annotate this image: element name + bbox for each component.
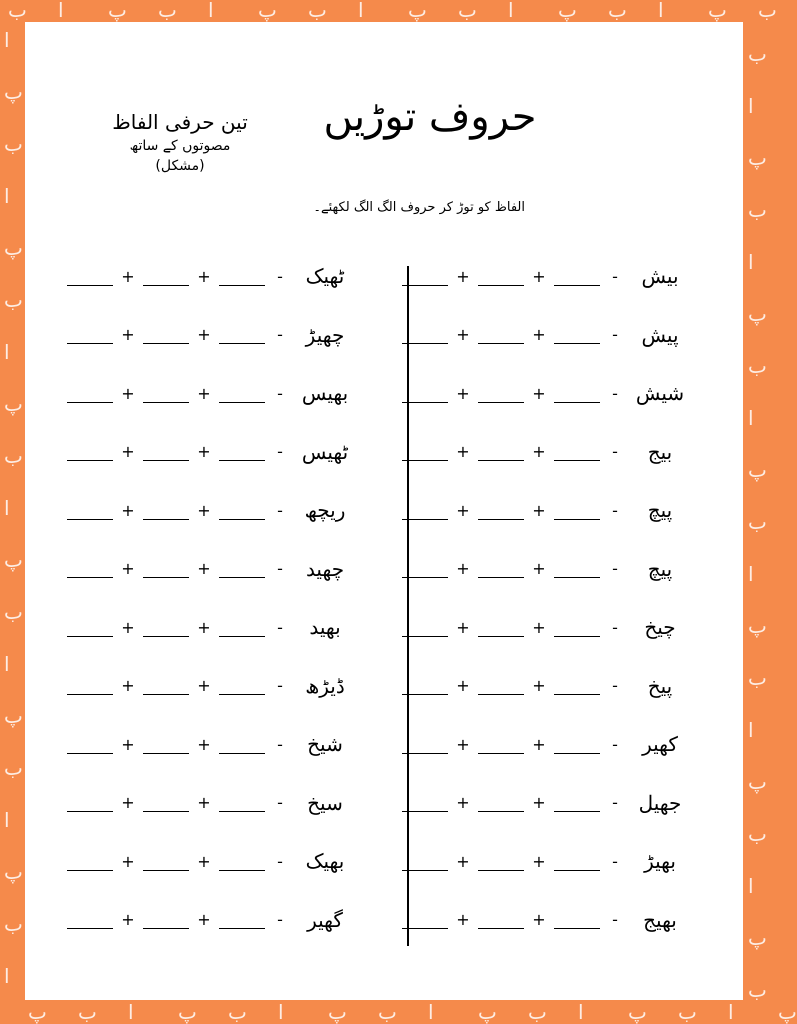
border-letter: ب <box>528 1000 547 1024</box>
minus-sign: - <box>277 676 283 695</box>
border-letter: ب <box>4 600 23 624</box>
plus-sign: + <box>456 734 470 754</box>
border-letter: ا <box>278 1000 284 1024</box>
word: بھیج <box>643 907 677 932</box>
answer-blank[interactable] <box>67 384 113 403</box>
exercise-row <box>402 666 690 706</box>
exercise-row <box>402 724 690 764</box>
minus-sign: - <box>612 383 618 403</box>
plus-sign: + <box>121 734 135 754</box>
exercise-row <box>402 373 690 413</box>
page-title: حروف توڑیں <box>323 94 537 140</box>
word: پیچ <box>647 498 673 522</box>
answer-blank[interactable] <box>402 852 448 871</box>
minus-sign: - <box>612 851 618 871</box>
border-letter: ب <box>4 912 23 936</box>
answer-blank[interactable] <box>402 735 448 754</box>
plus-sign: + <box>121 617 135 637</box>
plus-sign: + <box>456 851 470 871</box>
border-letter: ا <box>4 808 10 832</box>
answer-blank[interactable] <box>67 852 113 871</box>
plus-sign: + <box>456 325 470 344</box>
minus-sign: - <box>277 383 283 403</box>
border-letter: پ <box>328 1000 347 1024</box>
border-letter: ب <box>758 0 777 22</box>
border-letter: ا <box>728 1000 734 1024</box>
answer-blank[interactable] <box>219 442 265 461</box>
minus-sign: - <box>612 734 618 754</box>
plus-sign: + <box>197 676 211 695</box>
border-letter: پ <box>258 0 277 22</box>
plus-sign: + <box>456 266 470 286</box>
exercise-row <box>67 607 355 647</box>
minus-sign: - <box>277 500 283 520</box>
minus-sign: - <box>277 442 283 461</box>
plus-sign: + <box>121 559 135 578</box>
border-letter: ا <box>428 1000 434 1024</box>
exercise-row <box>402 256 690 296</box>
plus-sign: + <box>456 910 470 929</box>
plus-sign: + <box>197 793 211 812</box>
border-letter: پ <box>748 614 767 638</box>
border-letter: ب <box>308 0 327 22</box>
border-letter: ا <box>748 406 754 430</box>
border-letter: پ <box>748 146 767 170</box>
plus-sign: + <box>197 559 211 578</box>
exercise-row <box>67 432 355 472</box>
answer-blank[interactable] <box>219 267 265 286</box>
answer-blank[interactable] <box>478 793 524 812</box>
answer-blank[interactable] <box>478 852 524 871</box>
minus-sign: - <box>612 325 618 344</box>
plus-sign: + <box>532 325 546 344</box>
answer-blank[interactable] <box>402 618 448 637</box>
answer-blank[interactable] <box>478 442 524 461</box>
minus-sign: - <box>612 559 618 578</box>
plus-sign: + <box>121 383 135 403</box>
word: گھیر <box>307 907 343 932</box>
border-letter: ب <box>748 666 767 690</box>
plus-sign: + <box>121 266 135 286</box>
plus-sign: + <box>456 793 470 812</box>
plus-sign: + <box>121 676 135 695</box>
answer-blank[interactable] <box>143 442 189 461</box>
answer-blank[interactable] <box>554 501 600 520</box>
word: بیش <box>641 264 679 288</box>
plus-sign: + <box>121 793 135 812</box>
exercise-row <box>67 490 355 530</box>
answer-blank[interactable] <box>219 676 265 695</box>
border-letter: ا <box>4 964 10 988</box>
answer-blank[interactable] <box>143 852 189 871</box>
plus-sign: + <box>121 910 135 929</box>
answer-blank[interactable] <box>402 442 448 461</box>
answer-blank[interactable] <box>554 735 600 754</box>
plus-sign: + <box>121 325 135 344</box>
border-letter: ا <box>358 0 364 22</box>
exercise-row <box>402 783 690 823</box>
minus-sign: - <box>277 910 283 929</box>
border-letter: ا <box>748 250 754 274</box>
plus-sign: + <box>197 266 211 286</box>
exercise-row <box>67 783 355 823</box>
border-letter: ا <box>4 496 10 520</box>
plus-sign: + <box>532 851 546 871</box>
plus-sign: + <box>532 617 546 637</box>
plus-sign: + <box>532 734 546 754</box>
word: سیخ <box>307 790 343 815</box>
answer-blank[interactable] <box>554 559 600 578</box>
minus-sign: - <box>612 793 618 812</box>
word: ٹھیک <box>305 264 345 288</box>
answer-blank[interactable] <box>143 559 189 578</box>
border-letter: ب <box>4 288 23 312</box>
border-letter: پ <box>4 860 23 884</box>
instruction-text: الفاظ کو توڑ کر حروف الگ الگ لکھئے۔ <box>313 200 525 215</box>
border-letter: پ <box>408 0 427 22</box>
answer-blank[interactable] <box>67 325 113 344</box>
border-letter: پ <box>28 1000 47 1024</box>
answer-blank[interactable] <box>402 501 448 520</box>
plus-sign: + <box>197 500 211 520</box>
word: بھیک <box>305 849 345 873</box>
minus-sign: - <box>612 266 618 286</box>
border-letter: ب <box>4 756 23 780</box>
difficulty-level: (مشکل) <box>155 158 205 174</box>
answer-blank[interactable] <box>67 267 113 286</box>
plus-sign: + <box>456 442 470 461</box>
plus-sign: + <box>532 793 546 812</box>
border-letter: پ <box>4 236 23 260</box>
border-letter: ب <box>228 1000 247 1024</box>
answer-blank[interactable] <box>67 618 113 637</box>
plus-sign: + <box>121 851 135 871</box>
border-letter: ب <box>748 354 767 378</box>
exercise-row <box>67 549 355 589</box>
word: ریچھ <box>304 498 346 522</box>
word: ڈیڑھ <box>305 673 345 698</box>
plus-sign: + <box>197 910 211 929</box>
minus-sign: - <box>277 559 283 578</box>
exercise-row <box>67 373 355 413</box>
border-letter: ب <box>8 0 27 22</box>
border-letter: ب <box>158 0 177 22</box>
border-letter: ب <box>748 822 767 846</box>
answer-blank[interactable] <box>402 793 448 812</box>
exercise-row <box>402 549 690 589</box>
answer-blank[interactable] <box>143 384 189 403</box>
border-letter: ا <box>748 874 754 898</box>
word: پیش <box>641 322 679 347</box>
plus-sign: + <box>121 500 135 520</box>
plus-sign: + <box>197 442 211 461</box>
word: بھیڑ <box>644 849 676 873</box>
plus-sign: + <box>532 910 546 929</box>
answer-blank[interactable] <box>219 735 265 754</box>
border-letter: پ <box>778 1000 797 1024</box>
border-letter: ا <box>128 1000 134 1024</box>
border-letter: ا <box>4 652 10 676</box>
border-letter: ب <box>748 198 767 222</box>
plus-sign: + <box>456 676 470 695</box>
subtitle: تین حرفی الفاظ <box>112 110 248 134</box>
border-letter: پ <box>478 1000 497 1024</box>
border-letter: ا <box>508 0 514 22</box>
plus-sign: + <box>456 383 470 403</box>
answer-blank[interactable] <box>554 618 600 637</box>
answer-blank[interactable] <box>402 384 448 403</box>
border-letter: پ <box>748 458 767 482</box>
answer-blank[interactable] <box>143 793 189 812</box>
plus-sign: + <box>197 851 211 871</box>
answer-blank[interactable] <box>143 618 189 637</box>
border-letter: پ <box>178 1000 197 1024</box>
word: جھیل <box>638 790 682 815</box>
answer-blank[interactable] <box>402 676 448 695</box>
border-letter: ب <box>678 1000 697 1024</box>
answer-blank[interactable] <box>67 910 113 929</box>
word: پیچ <box>647 556 673 581</box>
border-letter: پ <box>4 548 23 572</box>
border-letter: ب <box>78 1000 97 1024</box>
border-letter: ا <box>748 718 754 742</box>
plus-sign: + <box>532 676 546 695</box>
border-letter: ا <box>58 0 64 22</box>
plus-sign: + <box>197 617 211 637</box>
answer-blank[interactable] <box>143 735 189 754</box>
exercise-row <box>402 432 690 472</box>
exercise-row <box>402 315 690 355</box>
border-letter: پ <box>748 302 767 326</box>
minus-sign: - <box>612 617 618 637</box>
minus-sign: - <box>612 676 618 695</box>
answer-blank[interactable] <box>219 559 265 578</box>
minus-sign: - <box>612 500 618 520</box>
answer-blank[interactable] <box>478 501 524 520</box>
exercise-row <box>402 490 690 530</box>
plus-sign: + <box>532 383 546 403</box>
border-letter: ا <box>748 94 754 118</box>
plus-sign: + <box>532 559 546 578</box>
border-letter: پ <box>748 926 767 950</box>
exercise-row <box>67 841 355 881</box>
answer-blank[interactable] <box>143 501 189 520</box>
subtitle-box <box>95 110 265 174</box>
minus-sign: - <box>612 442 618 461</box>
word: ٹھیس <box>301 439 349 464</box>
plus-sign: + <box>197 383 211 403</box>
answer-blank[interactable] <box>554 910 600 929</box>
answer-blank[interactable] <box>219 852 265 871</box>
border-letter: ا <box>4 28 10 52</box>
border-letter: پ <box>4 392 23 416</box>
border-letter: ب <box>378 1000 397 1024</box>
exercise-row <box>402 841 690 881</box>
border-letter: پ <box>4 80 23 104</box>
border-letter: ا <box>748 562 754 586</box>
minus-sign: - <box>277 617 283 637</box>
answer-blank[interactable] <box>143 325 189 344</box>
answer-blank[interactable] <box>478 325 524 344</box>
minus-sign: - <box>277 734 283 754</box>
border-letter: پ <box>558 0 577 22</box>
exercise-row <box>67 724 355 764</box>
answer-blank[interactable] <box>67 793 113 812</box>
answer-blank[interactable] <box>67 442 113 461</box>
exercise-row <box>402 900 690 940</box>
answer-blank[interactable] <box>554 442 600 461</box>
word: کھیر <box>642 732 678 756</box>
border-letter: ا <box>4 184 10 208</box>
answer-blank[interactable] <box>554 384 600 403</box>
answer-blank[interactable] <box>478 618 524 637</box>
border-letter: ب <box>748 978 767 1002</box>
answer-blank[interactable] <box>219 910 265 929</box>
border-letter: ا <box>578 1000 584 1024</box>
word: بیج <box>647 439 673 464</box>
border-letter: ا <box>208 0 214 22</box>
plus-sign: + <box>456 500 470 520</box>
border-letter: ا <box>4 340 10 364</box>
answer-blank[interactable] <box>478 559 524 578</box>
exercise-row <box>67 666 355 706</box>
answer-blank[interactable] <box>219 618 265 637</box>
plus-sign: + <box>456 559 470 578</box>
border-letter: پ <box>628 1000 647 1024</box>
border-letter: پ <box>708 0 727 22</box>
answer-blank[interactable] <box>478 267 524 286</box>
word: بھید <box>309 615 341 639</box>
plus-sign: + <box>456 617 470 637</box>
answer-blank[interactable] <box>67 501 113 520</box>
answer-blank[interactable] <box>402 267 448 286</box>
word: پیخ <box>647 673 673 698</box>
answer-blank[interactable] <box>554 325 600 344</box>
word: چیخ <box>644 615 676 639</box>
answer-blank[interactable] <box>67 559 113 578</box>
answer-blank[interactable] <box>219 501 265 520</box>
answer-blank[interactable] <box>478 910 524 929</box>
answer-blank[interactable] <box>402 910 448 929</box>
word: چھیڑ <box>305 322 345 347</box>
minus-sign: - <box>612 910 618 929</box>
answer-blank[interactable] <box>143 676 189 695</box>
answer-blank[interactable] <box>143 910 189 929</box>
answer-blank[interactable] <box>554 852 600 871</box>
minus-sign: - <box>277 266 283 286</box>
minus-sign: - <box>277 851 283 871</box>
exercise-row <box>402 607 690 647</box>
answer-blank[interactable] <box>554 793 600 812</box>
border-letter: پ <box>4 704 23 728</box>
plus-sign: + <box>532 500 546 520</box>
exercise-row <box>67 315 355 355</box>
answer-blank[interactable] <box>478 735 524 754</box>
exercise-row <box>67 256 355 296</box>
border-letter: ا <box>658 0 664 22</box>
answer-blank[interactable] <box>67 735 113 754</box>
exercise-row <box>67 900 355 940</box>
border-letter: ب <box>4 132 23 156</box>
border-letter: ب <box>4 444 23 468</box>
answer-blank[interactable] <box>402 325 448 344</box>
minus-sign: - <box>277 793 283 812</box>
plus-sign: + <box>197 734 211 754</box>
answer-blank[interactable] <box>478 676 524 695</box>
answer-blank[interactable] <box>554 267 600 286</box>
border-letter: ب <box>458 0 477 22</box>
answer-blank[interactable] <box>219 325 265 344</box>
plus-sign: + <box>121 442 135 461</box>
word: شیش <box>635 381 685 405</box>
word: بھیس <box>301 381 349 405</box>
plus-sign: + <box>532 442 546 461</box>
answer-blank[interactable] <box>143 267 189 286</box>
answer-blank[interactable] <box>67 676 113 695</box>
answer-blank[interactable] <box>402 559 448 578</box>
plus-sign: + <box>197 325 211 344</box>
border-letter: ب <box>608 0 627 22</box>
border-letter: پ <box>108 0 127 22</box>
answer-blank[interactable] <box>219 793 265 812</box>
word: شیخ <box>307 732 343 756</box>
border-letter: ب <box>748 42 767 66</box>
answer-blank[interactable] <box>478 384 524 403</box>
worksheet-page <box>25 22 743 1000</box>
border-letter: ب <box>748 510 767 534</box>
answer-blank[interactable] <box>554 676 600 695</box>
word: چھید <box>305 556 345 581</box>
minus-sign: - <box>277 325 283 344</box>
subtitle-description: مصوتوں کے ساتھ <box>129 138 231 154</box>
plus-sign: + <box>532 266 546 286</box>
answer-blank[interactable] <box>219 384 265 403</box>
border-letter: پ <box>748 770 767 794</box>
